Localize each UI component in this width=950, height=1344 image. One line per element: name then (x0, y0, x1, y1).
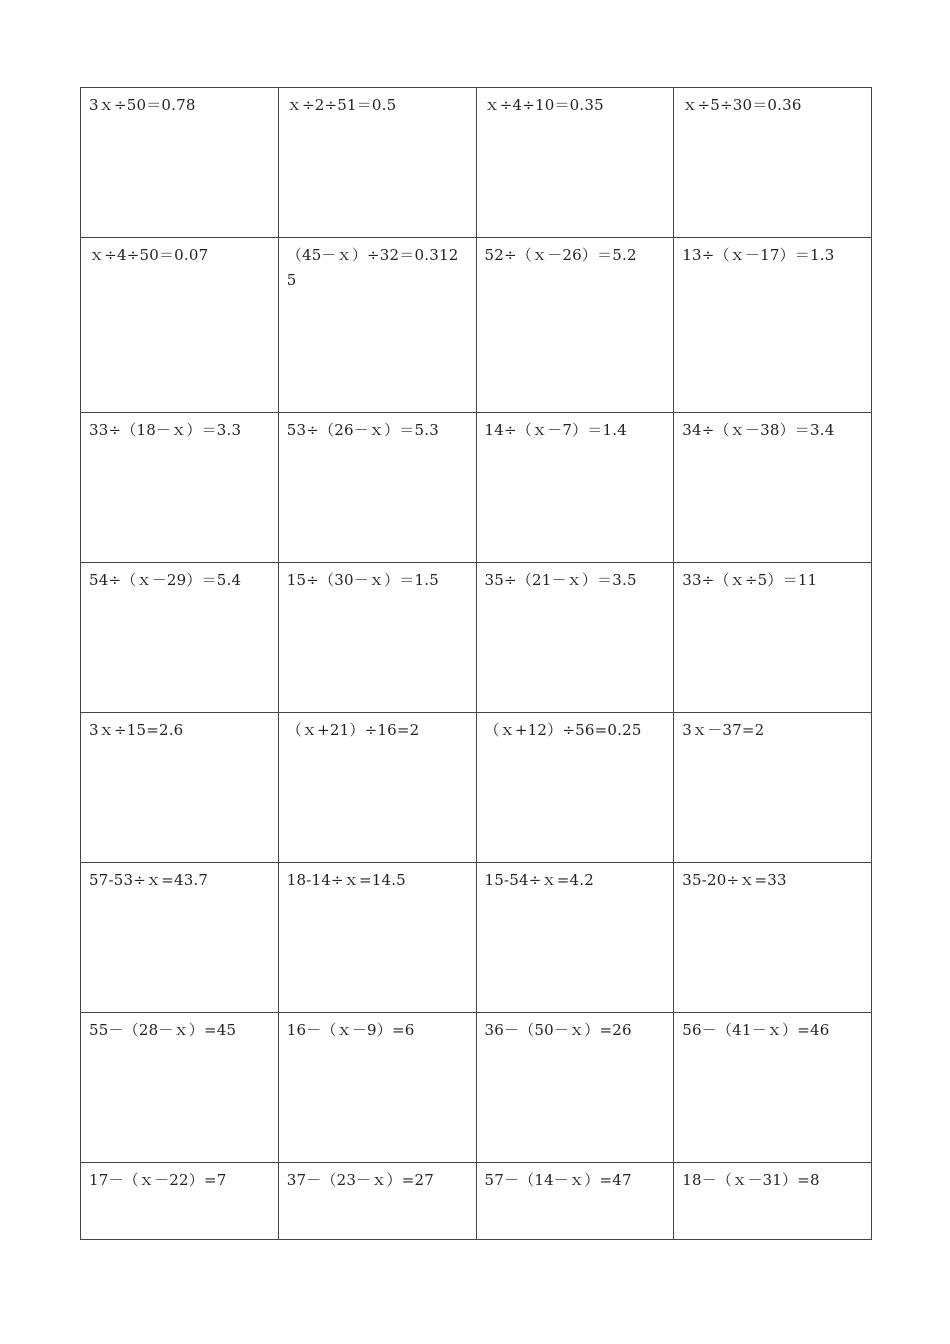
equation-cell: 15-54÷ｘ=4.2 (476, 863, 674, 1013)
equation-cell: 18-14÷ｘ=14.5 (278, 863, 476, 1013)
equation-cell: 55－（28－ｘ）=45 (81, 1013, 279, 1163)
equation-cell: 57－（14－ｘ）=47 (476, 1163, 674, 1240)
equation-cell: 34÷（ｘ－38）＝3.4 (674, 413, 872, 563)
equation-cell: 35÷（21－ｘ）＝3.5 (476, 563, 674, 713)
grid-row (81, 238, 872, 413)
equation-cell: 56－（41－ｘ）=46 (674, 1013, 872, 1163)
equation-cell: 35-20÷ｘ=33 (674, 863, 872, 1013)
grid-row (81, 1013, 872, 1163)
grid-row (81, 88, 872, 238)
grid-row (81, 863, 872, 1013)
equation-cell: 13÷（ｘ－17）＝1.3 (674, 238, 872, 413)
grid-row (81, 713, 872, 863)
equation-cell: 54÷（ｘ－29）＝5.4 (81, 563, 279, 713)
equation-cell: ｘ÷4÷10＝0.35 (476, 88, 674, 238)
grid-row (81, 563, 872, 713)
equation-cell: 33÷（18－ｘ）＝3.3 (81, 413, 279, 563)
equation-cell: 15÷（30－ｘ）＝1.5 (278, 563, 476, 713)
equation-cell: （ｘ+21）÷16=2 (278, 713, 476, 863)
equation-cell: 16－（ｘ－9）=6 (278, 1013, 476, 1163)
equation-cell: 17－（ｘ－22）=7 (81, 1163, 279, 1240)
equation-cell: ｘ÷2÷51＝0.5 (278, 88, 476, 238)
equation-cell: 52÷（ｘ－26）＝5.2 (476, 238, 674, 413)
equation-cell: 53÷（26－ｘ）＝5.3 (278, 413, 476, 563)
grid-row (81, 1163, 872, 1240)
worksheet (80, 87, 871, 1239)
equation-cell: （45－ｘ）÷32＝0.3125 (278, 238, 476, 413)
equation-cell: 37－（23－ｘ）=27 (278, 1163, 476, 1240)
equation-cell: 3ｘ÷15=2.6 (81, 713, 279, 863)
equation-cell: 3ｘ÷50＝0.78 (81, 88, 279, 238)
equation-cell: 36－（50－ｘ）=26 (476, 1013, 674, 1163)
equation-cell: ｘ÷4÷50＝0.07 (81, 238, 279, 413)
equation-cell: 3ｘ－37=2 (674, 713, 872, 863)
equation-cell: 14÷（ｘ－7）＝1.4 (476, 413, 674, 563)
grid-row (81, 413, 872, 563)
equation-cell: ｘ÷5÷30＝0.36 (674, 88, 872, 238)
equation-cell: 57-53÷ｘ=43.7 (81, 863, 279, 1013)
equation-grid (80, 87, 872, 1240)
equation-cell: 33÷（ｘ÷5）＝11 (674, 563, 872, 713)
equation-cell: （ｘ+12）÷56=0.25 (476, 713, 674, 863)
equation-cell: 18－（ｘ－31）=8 (674, 1163, 872, 1240)
